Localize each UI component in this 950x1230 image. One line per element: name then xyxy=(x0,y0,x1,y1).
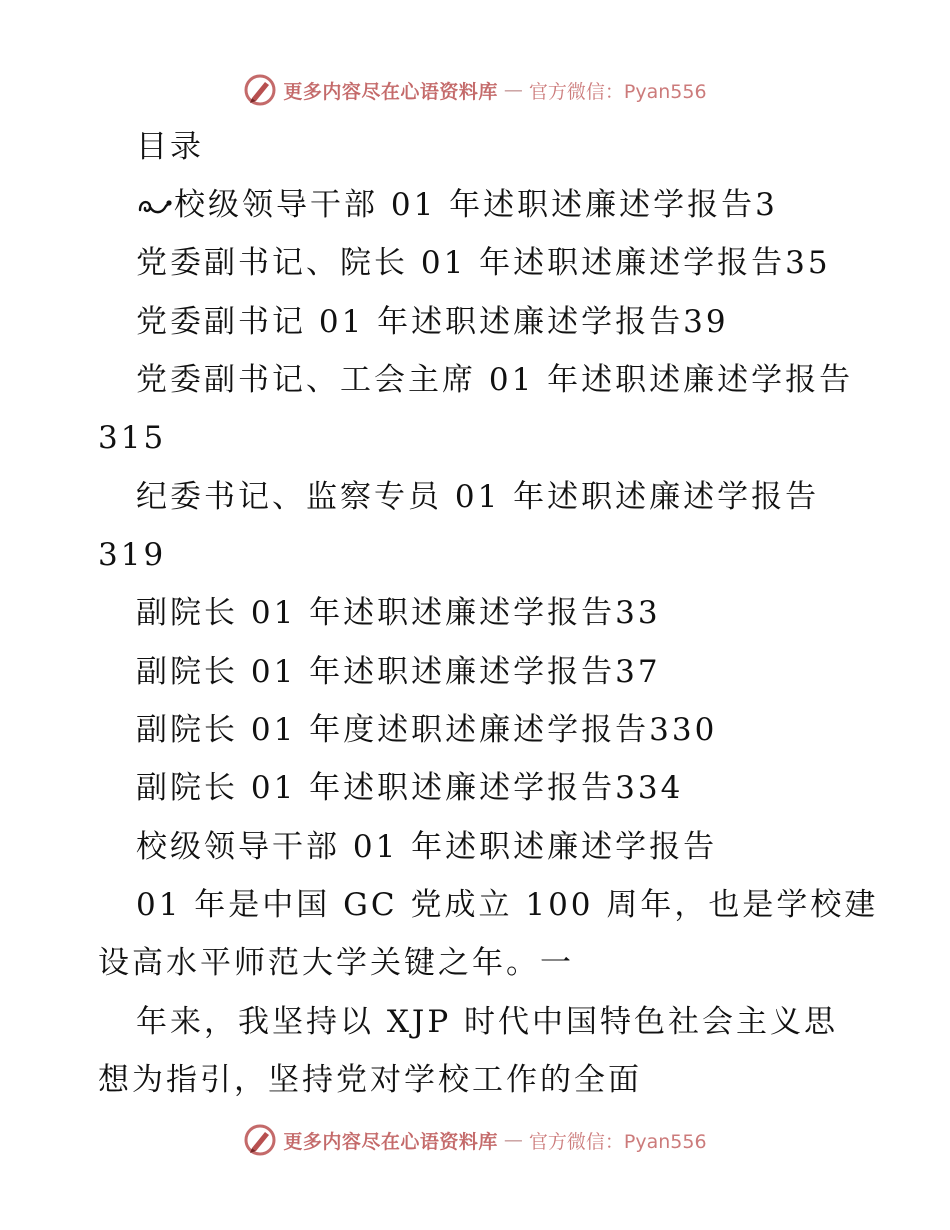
toc-entry: 副院长 01 年述职述廉述学报告33 xyxy=(136,595,661,631)
toc-entry: 纪委书记、监察专员 01 年述职述廉述学报告 xyxy=(136,479,820,515)
banner-separator: — xyxy=(503,79,523,101)
toc-entry-continuation: 315 xyxy=(98,420,167,456)
toc-entry: 校级领导干部 01 年述职述廉述学报告3 xyxy=(136,176,778,234)
footer-banner xyxy=(0,1122,950,1158)
toc-entry: 党委副书记、院长 01 年述职述廉述学报告35 xyxy=(136,245,831,281)
paragraph-line: 想为指引，坚持党对学校工作的全面 xyxy=(98,1062,642,1098)
toc-entry: 党委副书记 01 年述职述廉述学报告39 xyxy=(136,304,729,340)
banner-title: 更多内容尽在心语资料库 xyxy=(283,80,498,103)
header-banner xyxy=(0,72,950,108)
toc-entry: 副院长 01 年述职述廉述学报告334 xyxy=(136,770,684,806)
swirl-bullet-icon xyxy=(136,194,174,218)
banner-wechat-id: 官方微信：Pyan556 xyxy=(528,1130,707,1153)
pen-logo-icon xyxy=(243,1123,277,1157)
paragraph-line: 设高水平师范大学关键之年。一 xyxy=(98,945,574,981)
toc-entry: 副院长 01 年度述职述廉述学报告330 xyxy=(136,712,718,748)
section-heading: 校级领导干部 01 年述职述廉述学报告 xyxy=(136,829,718,865)
pen-logo-icon xyxy=(243,73,277,107)
paragraph-line: 01 年是中国 GC 党成立 100 周年，也是学校建 xyxy=(136,887,879,923)
banner-title: 更多内容尽在心语资料库 xyxy=(283,1130,498,1153)
toc-heading: 目录 xyxy=(136,129,204,165)
banner-separator: — xyxy=(503,1129,523,1151)
paragraph-line: 年来，我坚持以 XJP 时代中国特色社会主义思 xyxy=(136,1004,839,1040)
toc-entry-continuation: 319 xyxy=(98,537,167,573)
toc-entry: 党委副书记、工会主席 01 年述职述廉述学报告 xyxy=(136,362,854,398)
toc-entry: 副院长 01 年述职述廉述学报告37 xyxy=(136,654,661,690)
banner-wechat-id: 官方微信：Pyan556 xyxy=(528,80,707,103)
